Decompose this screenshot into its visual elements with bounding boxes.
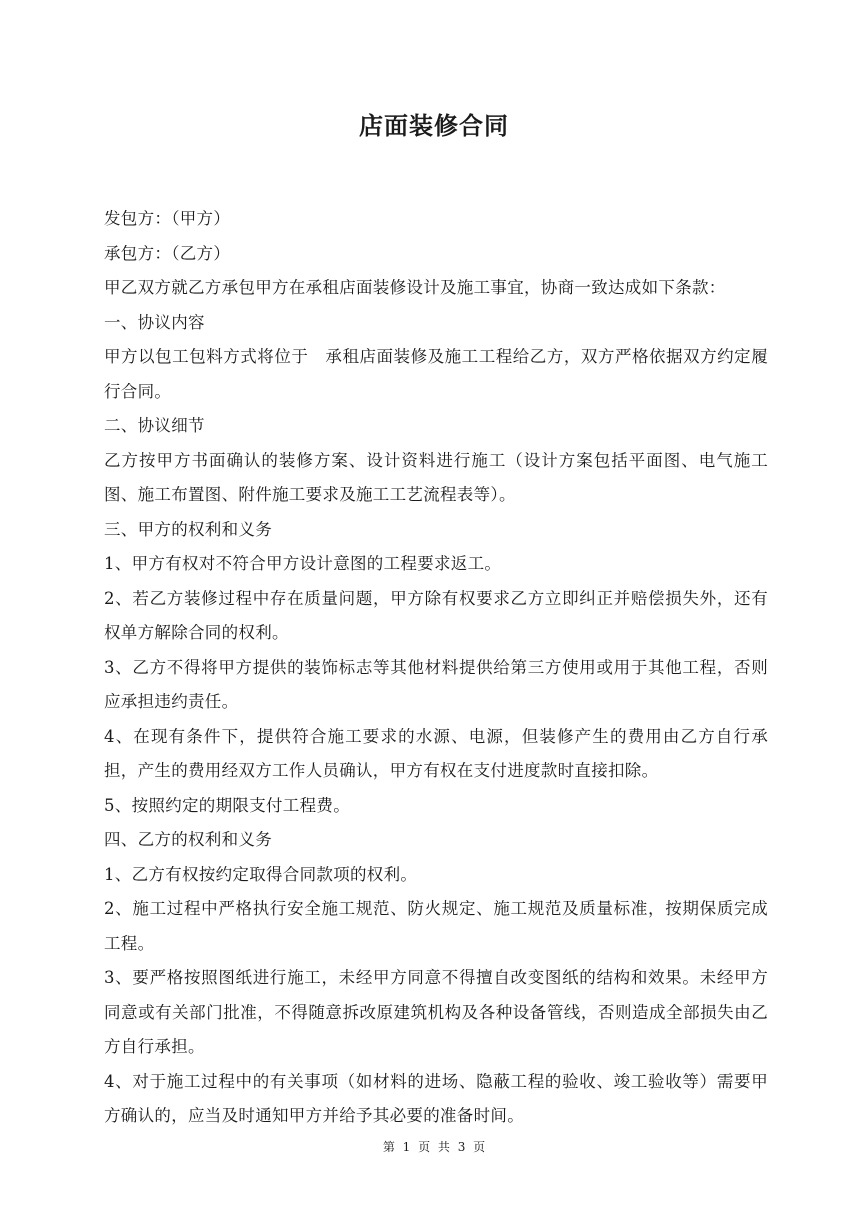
preamble-paragraph: 甲乙双方就乙方承包甲方在承租店面装修设计及施工事宜，协商一致达成如下条款： xyxy=(104,278,726,297)
document-body xyxy=(104,202,768,1134)
section-4-item-2: 2、施工过程中严格执行安全施工规范、防火规定、施工规范及质量标准，按期保质完成工程。 xyxy=(104,899,768,953)
section-heading-3: 三、甲方的权利和义务 xyxy=(104,519,272,539)
section-heading-4: 四、乙方的权利和义务 xyxy=(104,830,272,849)
section-heading-2: 二、协议细节 xyxy=(104,416,205,435)
section-1-paragraph: 甲方以包工包料方式将位于 承租店面装修及施工工程给乙方，双方严格依据双方约定履行合同。 xyxy=(104,347,768,401)
section-3-item-4: 4、在现有条件下，提供符合施工要求的水源、电源，但装修产生的费用由乙方自行承担，产生的费用经双方工作人员确认，甲方有权在支付进度款时直接扣除。 xyxy=(104,726,768,780)
section-2-paragraph: 乙方按甲方书面确认的装修方案、设计资料进行施工（设计方案包括平面图、电气施工图、施工布置图、附件施工要求及施工工艺流程表等）。 xyxy=(104,450,768,504)
section-3-item-1: 1、甲方有权对不符合甲方设计意图的工程要求返工。 xyxy=(104,554,502,573)
section-3-item-5: 5、按照约定的期限支付工程费。 xyxy=(104,795,350,815)
section-3-item-3: 3、乙方不得将甲方提供的装饰标志等其他材料提供给第三方使用或用于其他工程，否则应承担违约责任。 xyxy=(104,657,768,711)
page-number-footer: 第 1 页 共 3 页 xyxy=(382,1140,486,1154)
section-4-item-4: 4、对于施工过程中的有关事项（如材料的进场、隐蔽工程的验收、竣工验收等）需要甲方确认的，应当及时通知甲方并给予其必要的准备时间。 xyxy=(104,1071,768,1125)
party-a-line: 发包方：（甲方） xyxy=(104,209,231,228)
document-title: 店面装修合同 xyxy=(359,112,509,140)
section-4-item-1: 1、乙方有权按约定取得合同款项的权利。 xyxy=(104,864,418,884)
party-b-line: 承包方：（乙方） xyxy=(104,243,231,263)
section-3-item-2: 2、若乙方装修过程中存在质量问题，甲方除有权要求乙方立即纠正并赔偿损失外，还有权单方解除合同的权利。 xyxy=(104,588,768,642)
section-4-item-3: 3、要严格按照图纸进行施工，未经甲方同意不得擅自改变图纸的结构和效果。未经甲方同意或有关部门批准，不得随意拆改原建筑机构及各种设备管线，否则造成全部损失由乙方自行承担。 xyxy=(104,968,768,1056)
section-heading-1: 一、协议内容 xyxy=(104,312,205,332)
